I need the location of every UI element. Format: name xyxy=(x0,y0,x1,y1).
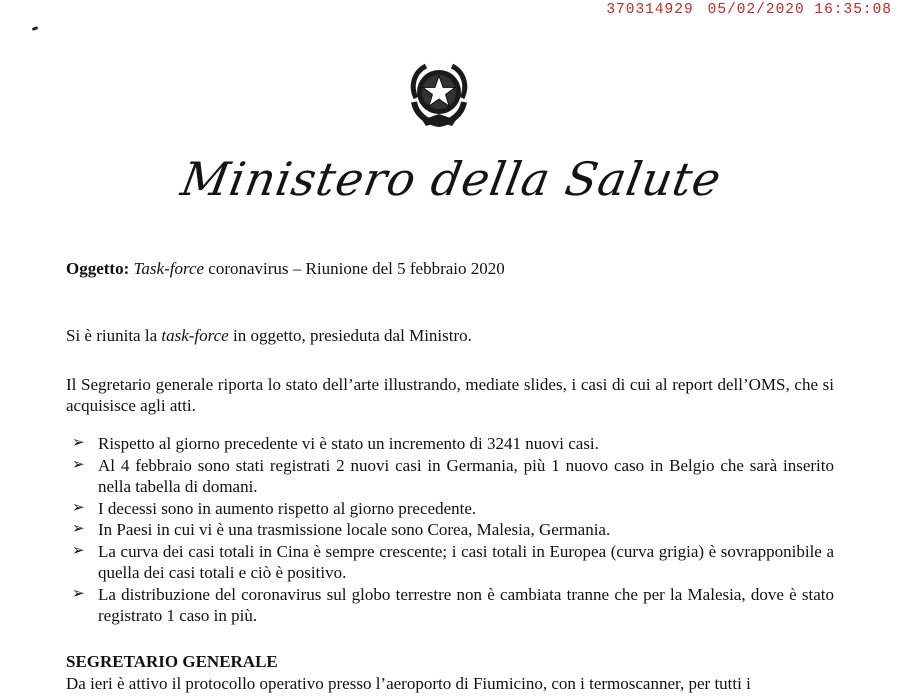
subject-line xyxy=(66,259,505,279)
list-item xyxy=(66,584,834,627)
list-item-text: La distribuzione del coronavirus sul globo terrestre non è cambiata tranne che per la Malesia, dove è stato registrato 1 caso in più. xyxy=(98,584,834,625)
paragraph-intro-start: Si è riunita la xyxy=(66,326,162,345)
section-heading: SEGRETARIO GENERALE xyxy=(66,652,278,671)
list-item xyxy=(66,433,834,455)
section-paragraph: Da ieri è attivo il protocollo operativo presso l’aeroporto di Fiumicino, con i termoscanner, per tutti i xyxy=(66,674,751,693)
arrow-bullet-icon: ➢ xyxy=(72,499,85,516)
list-item-text: Al 4 febbraio sono stati registrati 2 nuovi casi in Germania, più 1 nuovo caso in Belgio che sarà inserito nella tabella di domani. xyxy=(98,455,834,496)
list-item xyxy=(66,519,834,541)
bullet-list xyxy=(66,433,834,627)
arrow-bullet-icon: ➢ xyxy=(72,542,85,559)
italian-republic-emblem-icon xyxy=(404,58,474,130)
list-item-text: In Paesi in cui vi è una trasmissione locale sono Corea, Malesia, Germania. xyxy=(98,520,611,539)
protocol-stamp xyxy=(606,2,892,18)
paragraph-intro-end: in oggetto, presieduta dal Ministro. xyxy=(228,326,472,345)
paragraph-intro-italic: task-force xyxy=(161,326,229,345)
arrow-bullet-icon: ➢ xyxy=(72,435,85,451)
protocol-datetime: 05/02/2020 16:35:08 xyxy=(707,2,892,18)
list-item xyxy=(66,455,834,498)
subject-label: Oggetto: xyxy=(66,259,130,278)
arrow-bullet-icon: ➢ xyxy=(72,456,85,473)
ministry-title: Ministero della Salute xyxy=(177,152,726,206)
arrow-bullet-icon: ➢ xyxy=(72,585,85,602)
list-item-text: Rispetto al giorno precedente vi è stato un incremento di 3241 nuovi casi. xyxy=(98,434,599,453)
paragraph-intro xyxy=(66,325,834,346)
subject-italic: Task-force xyxy=(133,259,205,278)
arrow-bullet-icon: ➢ xyxy=(72,521,85,537)
list-item-text: La curva dei casi totali in Cina è sempre crescente; i casi totali in Europea (curva grigia) è sovrapponibile a quella dei casi totali e ciò è positivo. xyxy=(98,541,834,582)
list-item-text: I decessi sono in aumento rispetto al giorno precedente. xyxy=(98,498,477,518)
subject-text: coronavirus – Riunione del 5 febbraio 2020 xyxy=(204,259,505,278)
list-item xyxy=(66,498,834,520)
paragraph-report: Il Segretario generale riporta lo stato dell’arte illustrando, mediate slides, i casi di cui al report dell’OMS, che si acquisisce agli atti. xyxy=(66,375,834,415)
protocol-number: 370314929 xyxy=(606,2,694,18)
list-item xyxy=(66,541,834,584)
scan-speck xyxy=(32,26,39,31)
